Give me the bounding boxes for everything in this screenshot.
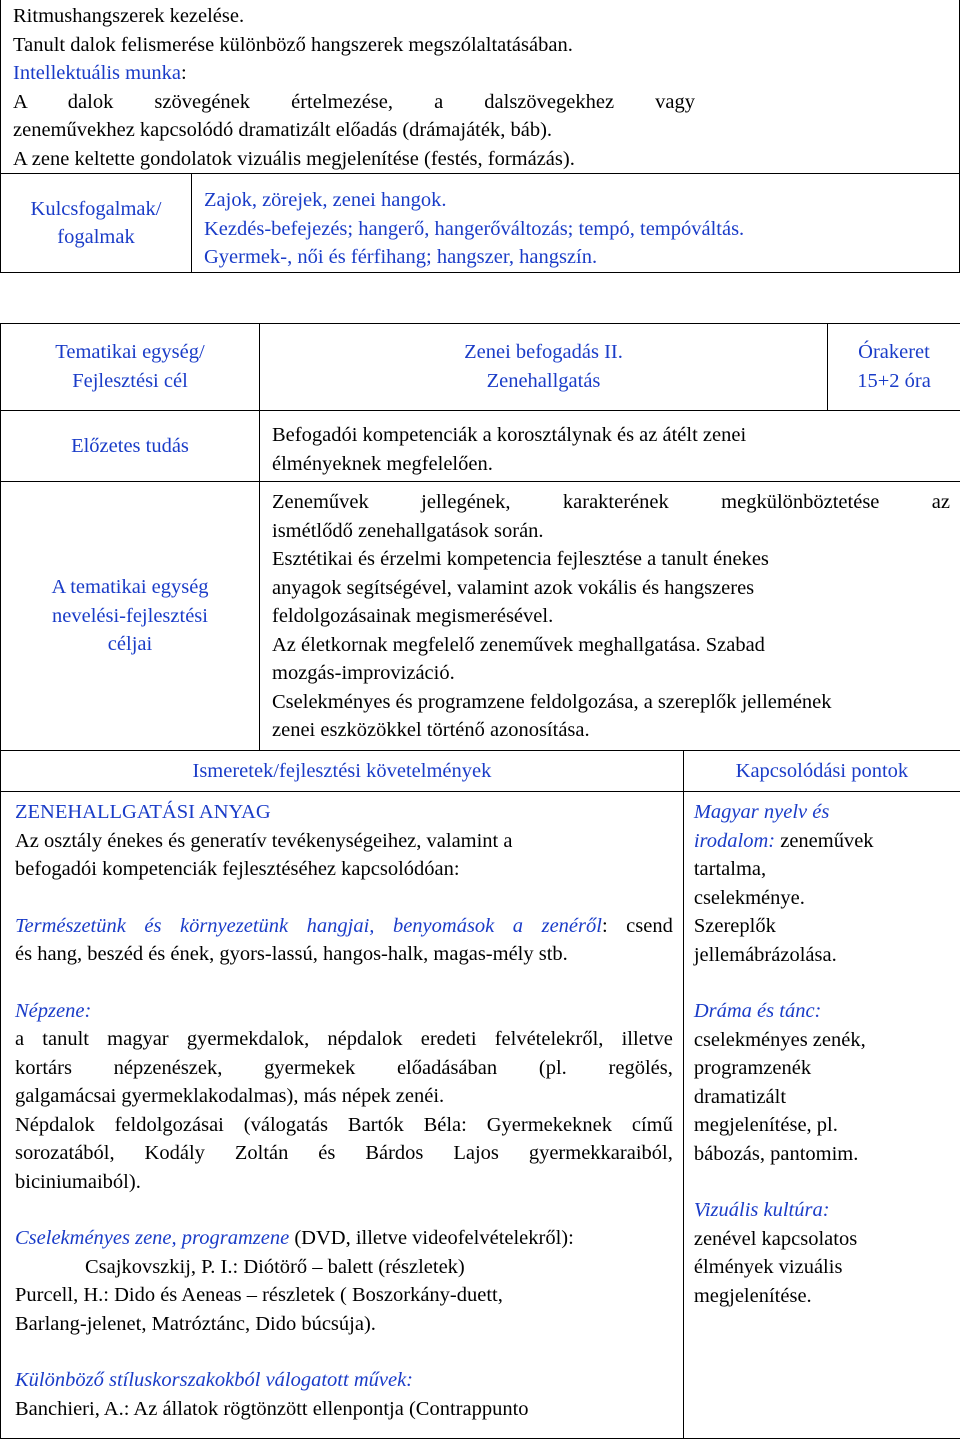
vizualis-label: Vizuális kultúra: [694, 1196, 956, 1225]
skill-line-1: Ritmushangszerek kezelése. [13, 2, 695, 31]
celjai-line-3: Esztétikai és érzelmi kompetencia fejlesztése a tanult énekes [272, 545, 950, 574]
magyar-line-4: Szereplők [694, 912, 956, 941]
elozetes-content-cell [260, 411, 960, 482]
nepzene-line-5: sorozatából, Kodály Zoltán és Bárdos Lajos gyermekkaraiból, [15, 1139, 673, 1168]
magyar-label-2: irodalom: [694, 830, 775, 852]
kulcs-line-1: Zajok, zörejek, zenei hangok. [204, 186, 959, 215]
celjai-line-6: Az életkornak megfelelő zeneművek meghallgatása. Szabad [272, 631, 950, 660]
nepzene-line-1: a tanult magyar gyermekdalok, népdalok eredeti felvételekről, illetve [15, 1025, 673, 1054]
intro-line-1: Az osztály énekes és generatív tevékenységeihez, valamint a [15, 827, 673, 856]
elozetes-line-2: élményeknek megfelelően. [272, 450, 950, 479]
intellect-line-1: A dalok szövegének értelmezése, a dalszövegekhez vagy [13, 88, 695, 117]
orakeret-value: 15+2 óra [828, 367, 960, 396]
banchieri-line: Banchieri, A.: Az állatok rögtönzött ellenpontja (Contrappunto [15, 1395, 673, 1424]
drama-line-1: cselekményes zenék, [694, 1026, 956, 1055]
kulcsfogalmak-label-2: fogalmak [1, 223, 191, 252]
intellect-line-3: A zene keltette gondolatok vizuális megjelenítése (festés, formázás). [13, 145, 695, 174]
kulcsfogalmak-content-cell [192, 174, 960, 273]
cselekmenyes-line: Cselekményes zene, programzene (DVD, illetve videofelvételekről): [15, 1224, 673, 1253]
magyar-line-2: tartalma, [694, 855, 956, 884]
ismeretek-header: Ismeretek/fejlesztési követelmények [1, 757, 683, 786]
tematikai-label-1: Tematikai egység/ [1, 338, 259, 367]
celjai-label-1: A tematikai egység [1, 573, 259, 602]
celjai-label-2: nevelési-fejlesztési [1, 602, 259, 631]
csajkovszkij-line: Csajkovszkij, P. I.: Diótörő – balett (részletek) [15, 1253, 673, 1282]
vizualis-line-1: zenével kapcsolatos [694, 1225, 956, 1254]
elozetes-label: Előzetes tudás [1, 432, 259, 461]
drama-label: Dráma és tánc: [694, 997, 956, 1026]
celjai-line-7: mozgás-improvizáció. [272, 659, 950, 688]
purcell-line-1: Purcell, H.: Dido és Aeneas – részletek ( Boszorkány-duett, [15, 1281, 673, 1310]
nepzene-line-3: galgamácsai gyermeklakodalmas), más népek zenéi. [15, 1082, 673, 1111]
orakeret-cell [828, 324, 960, 411]
vizualis-line-2: élmények vizuális [694, 1253, 956, 1282]
tematikai-label-2: Fejlesztési cél [1, 367, 259, 396]
elozetes-line-1: Befogadói kompetenciák a korosztálynak és az átélt zenei [272, 421, 950, 450]
skills-cell [1, 0, 960, 174]
ismeretek-header-cell [1, 751, 684, 792]
celjai-line-4: anyagok segítségével, valamint azok vokális és hangszeres [272, 574, 950, 603]
intro-line-2: befogadói kompetenciák fejlesztéséhez kapcsolódóan: [15, 855, 673, 884]
cselekmenyes-label: Cselekményes zene, programzene [15, 1227, 289, 1249]
magyar-label-1: Magyar nyelv és [694, 798, 956, 827]
tematikai-label-cell [1, 324, 260, 411]
celjai-line-5: feldolgozásainak megismerésével. [272, 602, 950, 631]
celjai-line-1: Zeneművek jellegének, karakterének megkülönböztetése az [272, 488, 950, 517]
magyar-line-1: irodalom: zeneművek [694, 827, 956, 856]
elozetes-label-cell [1, 411, 260, 482]
termeszet-line-1: Természetünk és környezetünk hangjai, benyomások a zenéről: csend [15, 912, 673, 941]
magyar-line-5: jellemábrázolása. [694, 941, 956, 970]
celjai-line-8: Cselekményes és programzene feldolgozása, a szereplők jellemének [272, 688, 950, 717]
top-table [0, 0, 960, 273]
kulcs-line-3: Gyermek-, női és férfihang; hangszer, hangszín. [204, 243, 959, 272]
drama-line-2: programzenék [694, 1054, 956, 1083]
termeszet-label: Természetünk és környezetünk hangjai, benyomások a zenéről [15, 915, 602, 937]
kulcsfogalmak-label-cell [1, 174, 192, 273]
kulcsfogalmak-label-1: Kulcsfogalmak/ [1, 195, 191, 224]
nepzene-line-2: kortárs népzenészek, gyermekek előadásában (pl. regölés, [15, 1054, 673, 1083]
orakeret-label: Órakeret [828, 338, 960, 367]
celjai-line-9: zenei eszközökkel történő azonosítása. [272, 716, 950, 745]
intellect-line-2: zeneművekhez kapcsolódó dramatizált előadás (drámajáték, báb). [13, 116, 695, 145]
celjai-content-cell [260, 482, 960, 751]
nepzene-label: Népzene: [15, 997, 673, 1026]
celjai-label-cell [1, 482, 260, 751]
purcell-line-2: Barlang-jelenet, Matróztánc, Dido búcsúja). [15, 1310, 673, 1339]
unit-title-2: Zenehallgatás [260, 367, 827, 396]
anyag-title: ZENEHALLGATÁSI ANYAG [15, 798, 673, 827]
magyar-line-3: cselekménye. [694, 884, 956, 913]
termeszet-line-2: és hang, beszéd és ének, gyors-lassú, hangos-halk, magas-mély stb. [15, 940, 673, 969]
kulcs-line-2: Kezdés-befejezés; hangerő, hangerőváltozás; tempó, tempóváltás. [204, 215, 959, 244]
drama-line-3: dramatizált [694, 1083, 956, 1112]
unit-table [0, 323, 960, 1439]
kapcsolodasi-content-cell [683, 792, 960, 1439]
kapcsolodasi-header: Kapcsolódási pontok [684, 757, 960, 786]
intellect-heading: Intellektuális munka: [13, 59, 695, 88]
skill-line-2: Tanult dalok felismerése különböző hangszerek megszólaltatásában. [13, 31, 695, 60]
nepzene-line-6: biciniumaiból). [15, 1168, 673, 1197]
drama-line-5: bábozás, pantomim. [694, 1140, 956, 1169]
intellect-label: Intellektuális munka [13, 62, 181, 84]
drama-line-4: megjelenítése, pl. [694, 1111, 956, 1140]
celjai-line-2: ismétlődő zenehallgatások során. [272, 517, 950, 546]
unit-title-cell [260, 324, 828, 411]
vizualis-line-3: megjelenítése. [694, 1282, 956, 1311]
nepzene-line-4: Népdalok feldolgozásai (válogatás Bartók Béla: Gyermekeknek című [15, 1111, 673, 1140]
celjai-label-3: céljai [1, 630, 259, 659]
kulonbozo-label: Különböző stíluskorszakokból válogatott művek: [15, 1366, 673, 1395]
ismeretek-content-cell [1, 792, 684, 1439]
kapcsolodasi-header-cell [683, 751, 960, 792]
unit-title-1: Zenei befogadás II. [260, 338, 827, 367]
